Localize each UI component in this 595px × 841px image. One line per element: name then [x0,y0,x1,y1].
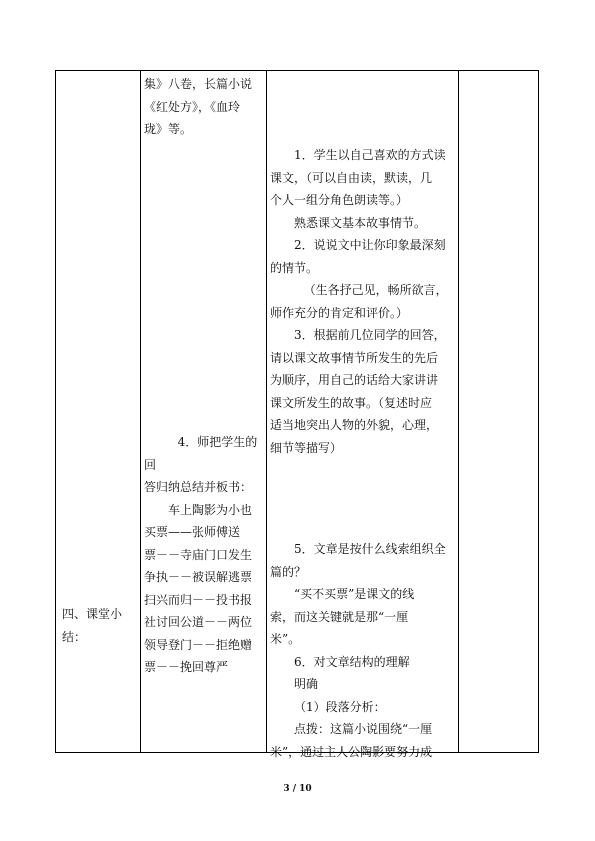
text-line: 点拨：这篇小说围绕“一厘 [294,722,433,736]
column-divider [458,71,459,752]
text-line: 索，而这关键就是那“一厘 [270,609,409,624]
text-line: 票－－挽回尊严 [144,660,229,674]
text-line: （1）段落分析： [294,699,386,714]
text-line: 买票——张师傅送 [144,525,241,539]
section-label-cell [62,603,138,648]
text-line: （生各抒己见，畅所欲言， [303,283,448,297]
text-line: 为顺序，用自己的话给大家讲讲 [270,373,439,387]
text-line: 答归纳总结并板书： [144,480,253,494]
text-line: 争执－－被误解逃票 [144,570,253,584]
section-label: 四、课堂小结： [62,607,123,644]
column-divider [140,71,141,752]
text-line: 细节等描写） [270,440,343,455]
text-line: 领导登门－－拒绝赠 [144,637,253,652]
text-line: 6．对文章结构的理解 [294,654,410,669]
text-line: 珑》等。 [144,122,193,136]
teacher-activity-cell [144,73,264,141]
text-line: 集》八卷，长篇小说 [144,77,253,91]
text-line: 篇的？ [270,564,307,579]
text-line: 请以课文故事情节所发生的先后 [270,350,439,365]
text-line: 《红处方》，《血玲 [144,99,241,114]
text-line: 扫兴而归－－投书报 [144,592,253,607]
text-line: 课文，（可以自由读，默读，几 [270,170,433,185]
text-line: 票－－寺庙门口发生 [144,547,253,562]
student-activity-cell-lower [270,538,456,763]
column-divider [266,71,267,752]
page-number: 3 / 10 [283,784,312,794]
text-line: 5．文章是按什么线索组织全 [294,542,446,556]
text-line: 课文所发生的故事。（复述时应 [270,395,433,410]
text-line: 4．师把学生的回 [144,435,258,472]
text-line: 3．根据前几位同学的回答， [294,328,446,342]
text-line: 1．学生以自己喜欢的方式读 [294,148,446,162]
text-line: 的情节。 [270,260,319,275]
text-line: 2．说说文中让你印象最深刻 [294,238,446,252]
text-line: 熟悉课文基本故事情节。 [294,215,427,230]
text-line: 社讨回公道－－两位 [144,615,253,629]
text-line: 米”。 [270,632,301,646]
text-line: 米”，通过主人公陶影要努力成 [270,744,433,759]
text-line: 师作充分的肯定和评价。） [270,305,409,320]
text-line: 车上陶影为小也 [168,502,253,517]
lesson-plan-table [55,70,539,759]
teacher-summary-cell [144,431,264,679]
text-line: 个人一组分角色朗读等。） [270,193,409,207]
text-line: 适当地突出人物的外貌，心理， [270,418,439,432]
student-activity-cell [270,144,456,459]
text-line: 明确 [294,677,319,691]
text-line: “买不买票”是课文的线 [294,587,415,601]
